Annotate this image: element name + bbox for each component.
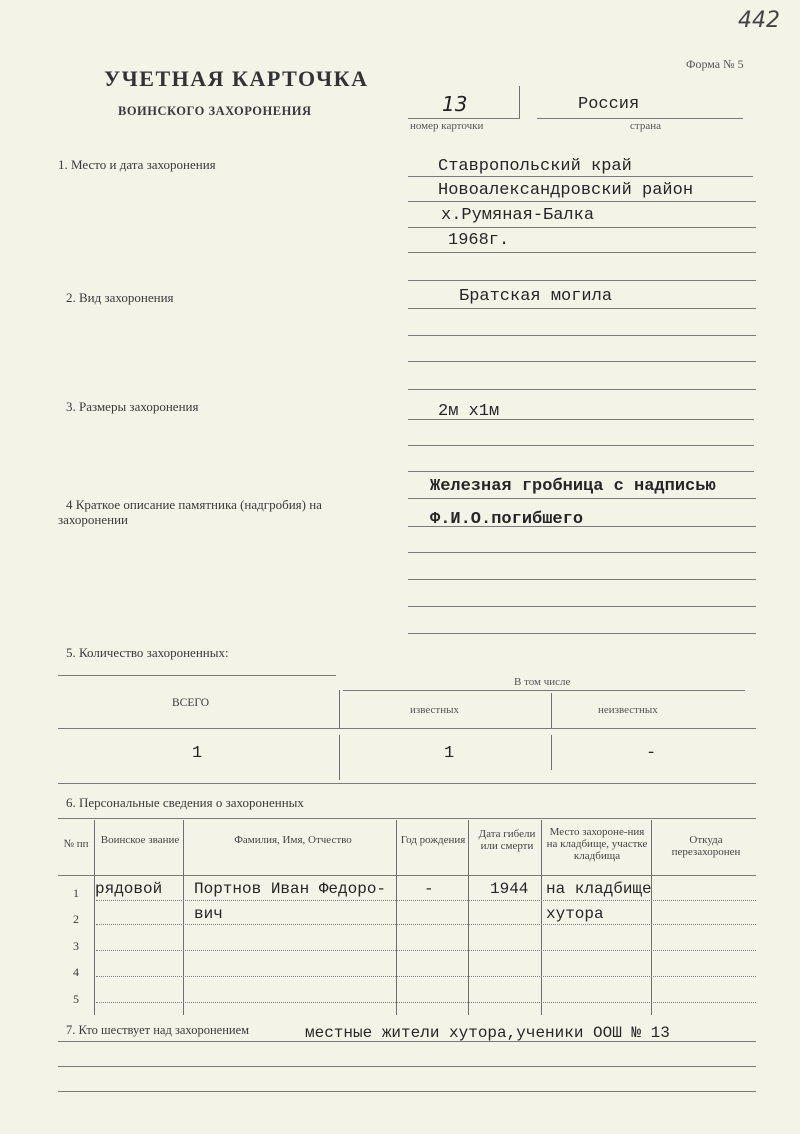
col-header-name: Фамилия, Имя, Отчество — [234, 834, 352, 846]
caretaker-label: 7. Кто шествует над захоронением — [66, 1023, 250, 1037]
col-header-from: Откуда перезахоронен — [671, 834, 741, 858]
burial-type-value: Братская могила — [459, 287, 613, 306]
row-number-3: 3 — [73, 939, 79, 953]
monument-description-label-line1: 4 Краткое описание памятника (надгробия) на — [66, 497, 322, 512]
country-value: Россия — [578, 95, 640, 114]
caretaker-value: местные жители хутора,ученики ООШ № 13 — [305, 1024, 670, 1042]
total-value: 1 — [192, 744, 203, 763]
name-value-line2: вич — [194, 905, 223, 923]
burial-place-date-label: 1. Место и дата захоронения — [58, 157, 216, 172]
monument-description-line-1: Железная гробница с надписью — [430, 477, 716, 496]
name-value-line1: Портнов Иван Федоро- — [194, 880, 387, 898]
known-value: 1 — [444, 744, 455, 763]
card-number-caption: номер карточки — [410, 120, 484, 132]
burial-place-line-1: Ставропольский край — [438, 157, 632, 176]
birth-value: - — [424, 880, 434, 898]
burial-size-label: 3. Размеры захоронения — [66, 399, 199, 414]
total-header: ВСЕГО — [172, 697, 210, 709]
rank-value: рядовой — [95, 880, 163, 898]
monument-description-line-2: Ф.И.О.погибшего — [430, 510, 584, 529]
death-value: 1944 — [490, 880, 529, 898]
burial-type-label: 2. Вид захоронения — [66, 290, 174, 305]
personal-data-label: 6. Персональные сведения о захороненных — [66, 795, 304, 810]
place-value-line2: хутора — [546, 905, 604, 923]
col-header-num: № пп — [63, 838, 89, 850]
row-number-5: 5 — [73, 992, 79, 1006]
burial-date-value: 1968г. — [448, 231, 510, 250]
burial-place-line-3: х.Румяная-Балка — [441, 206, 595, 225]
col-header-death: Дата гибели или смерти — [478, 828, 536, 852]
country-caption: страна — [630, 120, 661, 132]
place-value-line1: на кладбище — [546, 880, 652, 898]
burial-size-value: 2м х1м — [438, 402, 500, 421]
row-number-1: 1 — [73, 886, 79, 900]
card-title: УЧЕТНАЯ КАРТОЧКА — [104, 66, 369, 91]
form-label: Форма № 5 — [686, 57, 744, 71]
card-number-value: 13 — [442, 92, 468, 116]
burial-count-label: 5. Количество захороненных: — [66, 645, 229, 660]
row-number-2: 2 — [73, 912, 79, 926]
burial-place-line-2: Новоалександровский район — [438, 181, 694, 200]
known-header: известных — [410, 704, 459, 716]
unknown-header: неизвестных — [598, 704, 658, 716]
sheet-number: 442 — [738, 8, 780, 33]
col-header-rank: Воинское звание — [100, 834, 180, 846]
in-that-number-label: В том числе — [514, 676, 571, 688]
col-header-place: Место захороне-ния на кладбище, участке кладбища — [546, 826, 648, 862]
card-subtitle: ВОИНСКОГО ЗАХОРОНЕНИЯ — [118, 104, 312, 118]
col-header-birth: Год рождения — [400, 834, 466, 846]
row-number-4: 4 — [73, 965, 79, 979]
unknown-value: - — [646, 744, 657, 763]
monument-description-label-line2: захоронении — [58, 512, 129, 527]
